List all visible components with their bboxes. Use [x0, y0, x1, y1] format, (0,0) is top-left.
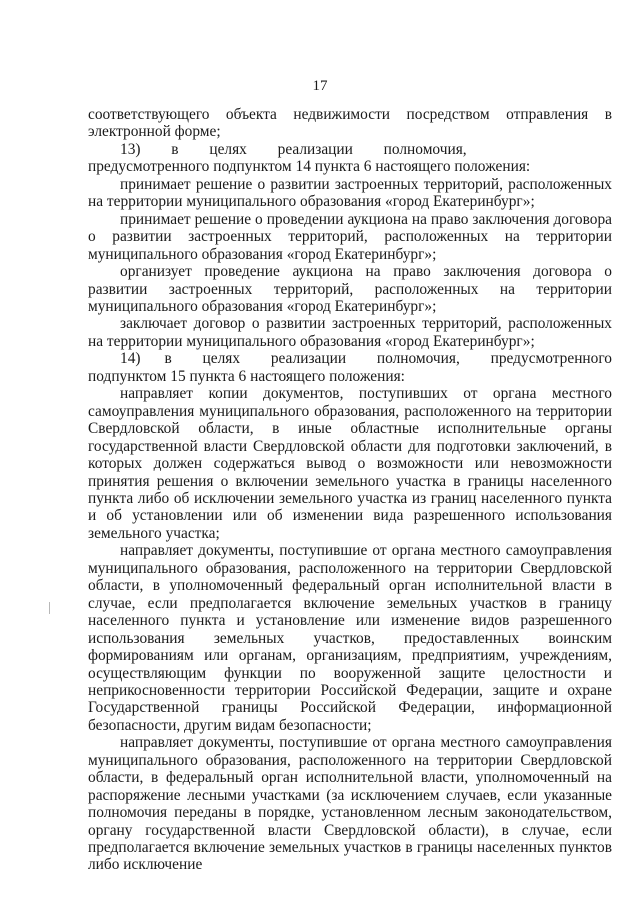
paragraph: 14) в целях реализации полномочия, предусмотренного подпунктом 15 пункта 6 настоящего положения:: [88, 350, 612, 385]
paragraph: направляет документы, поступившие от органа местного самоуправления муниципального образования, расположенного на территории Свердловской области, в уполномоченный федеральный орган исполнительной власти в случае, если предполагается включение земельных участков в границу населенного пункта и установление или изменение видов разрешенного использования земельных участков, предоставленных воинским формированиям или органам, организациям, предприятиям, учреждениям, осуществляющим функции по вооруженной защите целостности и неприкосновенности территории Российской Федерации, защите и охране Государственной границы Российской Федерации, информационной безопасности, другим видам безопасности;: [88, 542, 612, 734]
paragraph: направляет документы, поступившие от органа местного самоуправления муниципального образования, расположенного на территории Свердловской области, в федеральный орган исполнительной власти, уполномоченный на распоряжение лесными участками (за исключением случаев, если указанные полномочия переданы в порядке, установленном лесным законодательством, органу государственной власти Свердловской области), в случае, если предполагается включение земельных участков в границы населенных пунктов либо исключение: [88, 734, 612, 874]
paragraph: принимает решение о развитии застроенных территорий, расположенных на территории муниципального образования «город Екатеринбург»;: [88, 175, 612, 211]
paragraph: заключает договор о развитии застроенных территорий, расположенных на территории муниципального образования «город Екатеринбург»;: [88, 315, 612, 350]
margin-mark: [49, 602, 50, 614]
paragraph: 13) в целях реализации полномочия, предусмотренного подпунктом 14 пункта 6 настоящего положения:: [88, 140, 531, 176]
paragraph: организует проведение аукциона на право заключения договора о развитии застроенных территорий, расположенных на территории муниципального образования «город Екатеринбург»;: [88, 263, 612, 315]
paragraph: принимает решение о проведении аукциона на право заключения договора о развитии застроенных территорий, расположенных на территории муниципального образования «город Екатеринбург»;: [88, 210, 612, 263]
paragraph: соответствующего объекта недвижимости посредством отправления в электронной форме;: [88, 106, 612, 141]
page-number: 17: [312, 78, 328, 94]
paragraph: направляет копии документов, поступивших от органа местного самоуправления муниципального образования, расположенного на территории Свердловской области, в иные областные исполнительные органы государственной власти Свердловской области для подготовки заключений, в которых должен содержаться вывод о возможности или невозможности принятия решения о включении земельного участка в границы населенного пункта либо об исключении земельного участка из границ населенного пункта и об установлении или об изменении вида разрешенного использования земельного участка;: [88, 385, 612, 542]
document-body: [88, 106, 612, 874]
